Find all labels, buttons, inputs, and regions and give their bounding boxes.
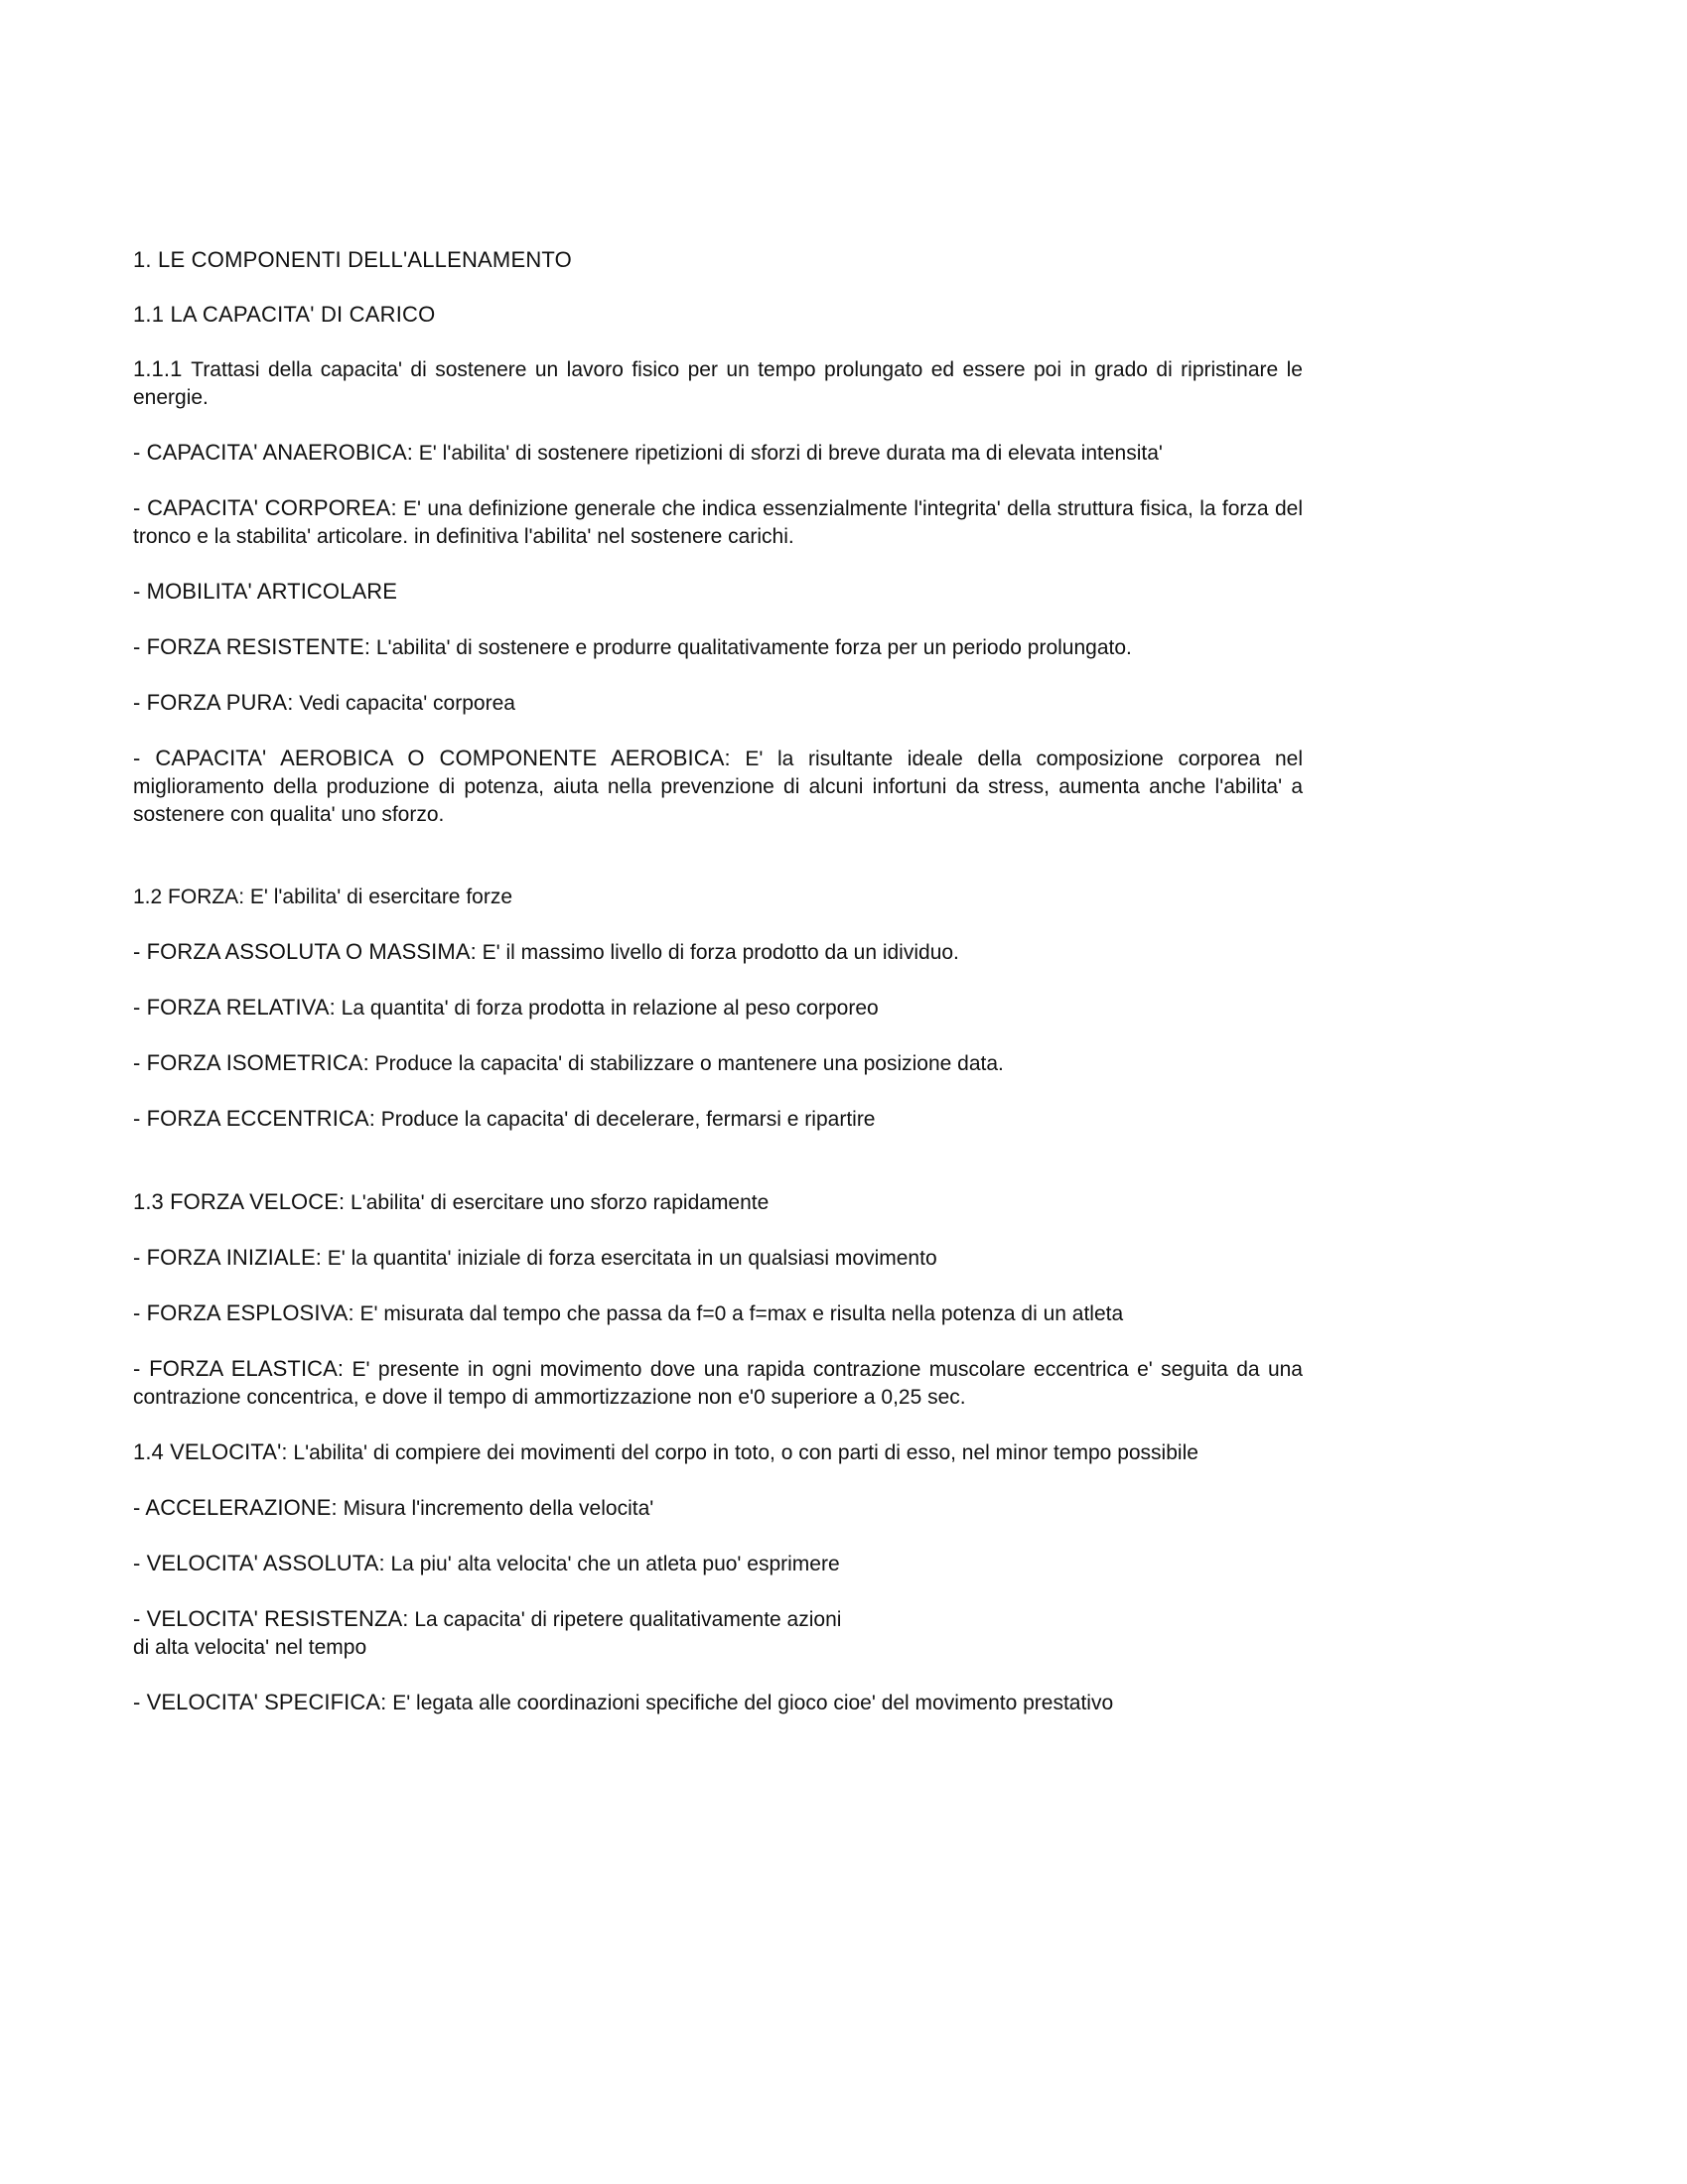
definition-term: - FORZA ESPLOSIVA: (133, 1300, 354, 1325)
subsection-text: E' l'abilita' di esercitare forze (244, 886, 513, 908)
definition-term: - CAPACITA' ANAEROBICA: (133, 440, 413, 465)
definition-term: - FORZA ECCENTRICA: (133, 1106, 375, 1131)
definition-term: - CAPACITA' CORPOREA: (133, 495, 397, 520)
definition-text: L'abilita' di sostenere e produrre qualitativamente forza per un periodo prolungato. (370, 636, 1132, 659)
definition-term: - FORZA ELASTICA: (133, 1356, 345, 1381)
definition-term: - VELOCITA' SPECIFICA: (133, 1690, 387, 1714)
definition-text: E' legata alle coordinazioni specifiche del gioco cioe' del movimento prestativo (386, 1692, 1114, 1714)
definition-text: Misura l'incremento della velocita' (337, 1497, 654, 1520)
subsection-title-1-3 (133, 1188, 1303, 1217)
definition-item (133, 578, 1303, 607)
definition-item (133, 1550, 1303, 1578)
definition-item (133, 633, 1303, 662)
definition-item (133, 1299, 1303, 1328)
subsection-title-1-4 (133, 1438, 1303, 1467)
subsection-text: L'abilita' di compiere dei movimenti del corpo in toto, o con parti di esso, nel minor tempo possibile (287, 1441, 1198, 1464)
definition-item (133, 1105, 1303, 1134)
definition-text: E' la quantita' iniziale di forza esercitata in un qualsiasi movimento (321, 1247, 937, 1270)
definition-text: La piu' alta velocita' che un atleta puo' esprimere (384, 1553, 840, 1575)
paragraph-text: Trattasi della capacita' di sostenere un lavoro fisico per un tempo prolungato ed essere poi in grado di ripristinare le energie. (133, 358, 1303, 409)
subsection-text: L'abilita' di esercitare uno sforzo rapidamente (345, 1191, 770, 1214)
definition-text: E' misurata dal tempo che passa da f=0 a f=max e risulta nella potenza di un atleta (353, 1302, 1124, 1325)
definition-text: La capacita' di ripetere qualitativamente azioni (408, 1608, 842, 1631)
paragraph-1-1-1 (133, 355, 1303, 412)
subsection-title-1-2 (133, 884, 1303, 911)
subsection-title-1-1: 1.1 LA CAPACITA' DI CARICO (133, 302, 436, 327)
definition-term: - FORZA ISOMETRICA: (133, 1050, 369, 1075)
section-title: 1. LE COMPONENTI DELL'ALLENAMENTO (133, 247, 572, 272)
subsection-term: 1.2 FORZA: (133, 886, 245, 908)
definition-text: Vedi capacita' corporea (293, 692, 515, 715)
definition-text: E' il massimo livello di forza prodotto da un idividuo. (476, 941, 959, 964)
definition-item (133, 494, 1303, 551)
definition-term: - FORZA RESISTENTE: (133, 634, 371, 659)
definition-item (133, 994, 1303, 1023)
definition-term: - FORZA INIZIALE: (133, 1245, 322, 1270)
paragraph-number: 1.1.1 (133, 356, 192, 381)
definition-text: Produce la capacita' di stabilizzare o mantenere una posizione data. (368, 1052, 1004, 1075)
definition-text: E' l'abilita' di sostenere ripetizioni di sforzi di breve durata ma di elevata intensita' (412, 442, 1163, 465)
definition-item (133, 1689, 1303, 1717)
definition-term: - FORZA PURA: (133, 690, 294, 715)
subsection-term: 1.4 VELOCITA': (133, 1439, 288, 1464)
definition-item (133, 1355, 1303, 1412)
definition-term: - FORZA RELATIVA: (133, 995, 336, 1020)
definition-term: - ACCELERAZIONE: (133, 1495, 338, 1520)
definition-item (133, 689, 1303, 718)
definition-item (133, 1049, 1303, 1078)
definition-term: - FORZA ASSOLUTA O MASSIMA: (133, 939, 477, 964)
definition-item (133, 938, 1303, 967)
definition-item (133, 439, 1303, 468)
definition-item (133, 1605, 1303, 1662)
document-page (133, 246, 1303, 1744)
definition-text: E' la risultante ideale della composizione corporea nel miglioramento della produzione di potenza, aiuta nella prevenzione di alcuni infortuni da stress, aumenta anche l'abilita' a sostenere con qualita' uno sforzo. (133, 748, 1304, 826)
definition-text-line2: di alta velocita' nel tempo (133, 1636, 367, 1659)
definition-text: Produce la capacita' di decelerare, fermarsi e ripartire (374, 1108, 876, 1131)
definition-item (133, 1494, 1303, 1523)
subsection-term: 1.3 FORZA VELOCE: (133, 1189, 346, 1214)
definition-term: - MOBILITA' ARTICOLARE (133, 579, 397, 604)
definition-text: E' una definizione generale che indica essenzialmente l'integrita' della struttura fisica, la forza del tronco e la stabilita' articolare. in definitiva l'abilita' nel sostenere carichi. (133, 497, 1303, 548)
definition-term: - VELOCITA' RESISTENZA: (133, 1606, 409, 1631)
definition-item (133, 745, 1303, 829)
definition-text: La quantita' di forza prodotta in relazione al peso corporeo (335, 997, 879, 1020)
definition-term: - VELOCITA' ASSOLUTA: (133, 1551, 385, 1575)
definition-text: E' presente in ogni movimento dove una rapida contrazione muscolare eccentrica e' seguita da una contrazione concentrica, e dove il tempo di ammortizzazione non e'0 superiore a 0,25 sec. (133, 1358, 1303, 1409)
definition-term: - CAPACITA' AEROBICA O COMPONENTE AEROBICA: (133, 746, 731, 770)
definition-item (133, 1244, 1303, 1273)
